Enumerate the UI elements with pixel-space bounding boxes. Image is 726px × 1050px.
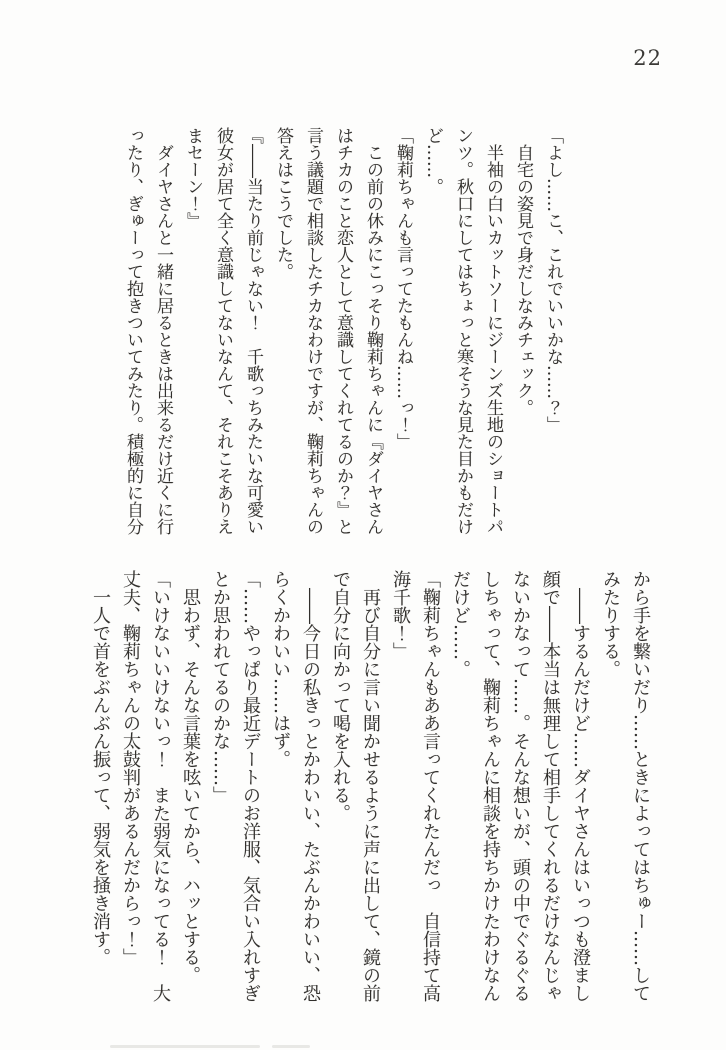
text-line: ったり、ぎゅーって抱きついてみたり。積極的に自分 [123,127,143,535]
scan-artifact-line [110,1045,260,1048]
text-line: 「……やっぱり最近デートのお洋服、気合い入れすぎ [240,570,261,1002]
text-line: 再び自分に言い聞かせるように声に出して、鏡の前 [360,588,381,1002]
page-number: 22 [633,46,662,70]
text-block-bottom [83,570,655,1018]
text-line: みたりする。 [600,570,621,678]
text-line: 『――当たり前じゃない！ 千歌っちみたいな可愛い [243,127,263,535]
text-line: はチカのこと恋人として意識してくれてるのか？』と [333,127,353,535]
text-line: 彼女が居て全く意識してないなんて、それこそありえ [213,127,233,535]
text-line: ないかなって……。そんな想いが、頭の中でぐるぐる [510,570,531,1002]
text-line: 言う議題で相談したチカなわけですが、鞠莉ちゃんの [303,127,323,535]
text-line: 顔で――本当は無理して相手してくれるだけなんじゃ [540,570,561,1002]
text-line: 「鞠莉ちゃんも言ってたもんね……っ！」 [393,127,413,450]
text-line: ど……。 [423,127,443,195]
text-line: 自宅の姿見で身だしなみチェック。 [513,144,533,416]
text-line: ――今日の私きっとかわいい、たぶんかわいい、恐 [300,588,321,1002]
text-line: 半袖の白いカットソーにジーンズ生地のショートパ [483,144,503,535]
text-line: 海千歌！」 [390,570,411,660]
text-line: まセーン！』 [183,127,203,229]
text-line: 一人で首をぶんぶん振って、弱気を掻き消す。 [90,588,111,966]
text-line: この前の休みにこっそり鞠莉ちゃんに『ダイヤさん [363,144,383,535]
text-line: 「いけないいけないっ！ また弱気になってる！ 大 [150,570,171,1002]
text-line: ダイヤさんと一緒に居るときは出来るだけ近くに行 [153,144,173,535]
text-line: ――するんだけど……ダイヤさんはいっつも澄まし [570,588,591,1002]
text-line: で自分に向かって喝を入れる。 [330,570,351,822]
text-line: ンツ。秋口にしてはちょっと寒そうな見た目かもだけ [453,127,473,535]
text-line: 「よし……こ、これでいいかな……？」 [543,127,563,433]
text-line: 思わず、そんな言葉を呟いてから、ハッとする。 [180,588,201,984]
text-line: らくかわいい……はず。 [270,570,291,768]
text-line: 丈夫、鞠莉ちゃんの太鼓判があるんだからっ！」 [120,570,141,966]
text-line: とか思われてるのかな……」 [210,570,231,804]
scan-artifact-line [272,1045,310,1048]
text-line: 「鞠莉ちゃんもああ言ってくれたんだっ 自信持て高 [420,570,441,1002]
text-block-top [116,127,568,567]
text-line: しちゃって、鞠莉ちゃんに相談を持ちかけたわけなん [480,570,501,1002]
text-line: 答えはこうでした。 [273,127,293,280]
text-line: から手を繋いだり……ときによってはちゅー……して [630,570,651,1002]
text-line: だけど……。 [450,570,471,678]
